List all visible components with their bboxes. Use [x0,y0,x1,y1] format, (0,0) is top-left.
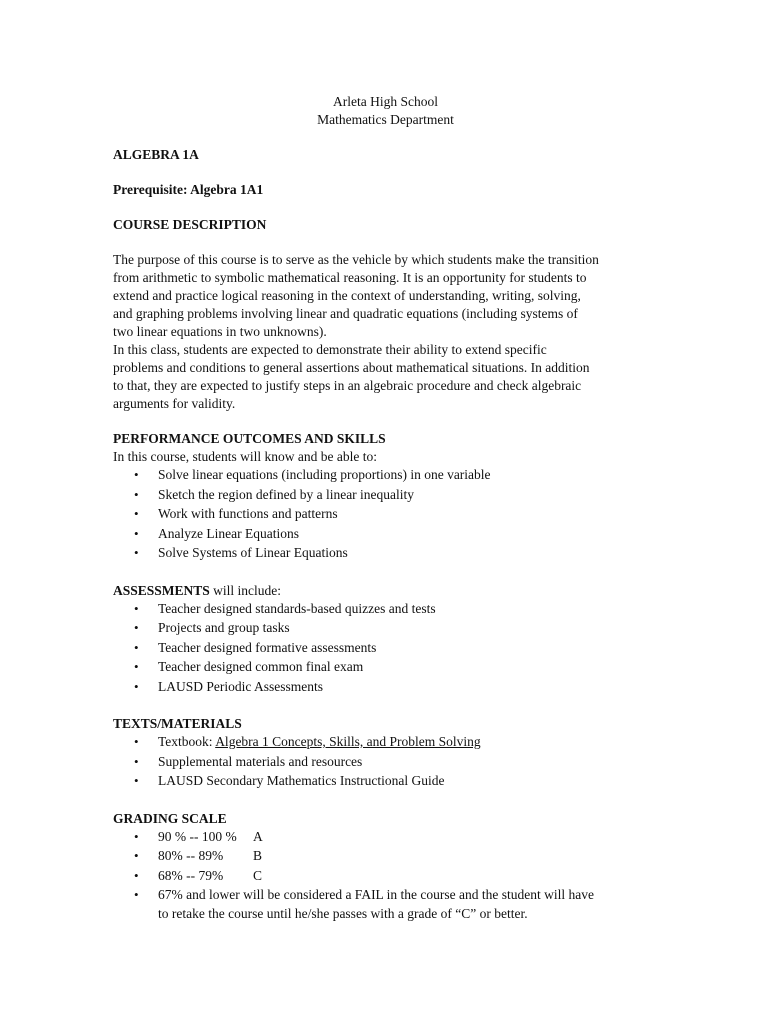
grade-row [113,828,658,847]
fail-line-2: to retake the course until he/she passes with a grade of “C” or better. [158,905,528,921]
grade-row [113,867,658,886]
list-item: • Solve Systems of Linear Equations [113,544,658,563]
bullet-icon: • [134,467,139,482]
bullet-icon: • [134,486,139,502]
bullet-icon: • [134,506,139,521]
list-item: • Teacher designed formative assessments [113,639,658,658]
bullet-icon: • [134,639,139,655]
grade-range: 80% -- 89% [158,848,224,863]
outcomes-heading: PERFORMANCE OUTCOMES AND SKILLS [113,431,386,446]
textbook-title: Algebra 1 Concepts, Skills, and Problem Solving [215,734,481,749]
assessments-list [113,600,658,697]
bullet-icon: • [134,525,139,541]
list-item: • Analyze Linear Equations [113,525,658,544]
grading-heading: GRADING SCALE [113,810,227,826]
bullet-icon: • [134,828,139,844]
description-line: from arithmetic to symbolic mathematical reasoning. It is an opportunity for students to [113,270,587,285]
description-line: arguments for validity. [113,396,236,411]
list-item: • Supplemental materials and resources [113,753,658,772]
school-name: Arleta High School [333,94,438,109]
grade-letter: C [253,867,263,883]
materials-list [113,733,658,791]
fail-policy [113,886,658,923]
bullet-icon: • [134,867,139,883]
fail-line-1: 67% and lower will be considered a FAIL in the course and the student will have [158,887,595,902]
grade-letter: A [253,828,263,844]
bullet-icon: • [134,600,139,616]
description-line: two linear equations in two unknowns). [113,324,327,339]
grade-range: 68% -- 79% [158,867,224,883]
bullet-icon: • [134,659,139,674]
description-line: and graphing problems involving linear and quadratic equations (including systems of [113,306,578,321]
bullet-icon: • [134,887,139,902]
list-item [113,733,658,752]
bullet-icon: • [134,734,139,749]
bullet-icon: • [134,545,139,560]
list-item: • Work with functions and patterns [113,505,658,524]
assessments-heading-line [113,582,658,600]
grade-row [113,847,658,866]
outcomes-list [113,466,658,563]
list-item: • Projects and group tasks [113,619,658,638]
description-line: problems and conditions to general assertions about mathematical situations. In addition [113,360,590,375]
description-line: to that, they are expected to justify steps in an algebraic procedure and check algebraic [113,378,582,393]
document-page [113,93,658,924]
bullet-icon: • [134,678,139,694]
course-description-paragraph-2 [113,341,658,413]
list-item: • Sketch the region defined by a linear inequality [113,486,658,505]
list-item: • LAUSD Periodic Assessments [113,678,658,697]
course-description-heading: COURSE DESCRIPTION [113,217,267,232]
assessments-heading: ASSESSMENTS [113,582,210,598]
materials-heading: TEXTS/MATERIALS [113,716,242,731]
description-line: The purpose of this course is to serve as the vehicle by which students make the transition [113,252,599,267]
description-line: extend and practice logical reasoning in the context of understanding, writing, solving, [113,288,581,303]
department-name: Mathematics Department [317,112,454,127]
prerequisite: Prerequisite: Algebra 1A1 [113,182,264,197]
bullet-icon: • [134,773,139,788]
bullet-icon: • [134,848,139,863]
bullet-icon: • [134,753,139,769]
textbook-label: Textbook: [158,734,216,749]
list-item: • Solve linear equations (including proportions) in one variable [113,466,658,485]
bullet-icon: • [134,620,139,635]
description-line: In this class, students are expected to demonstrate their ability to extend specific [113,342,547,357]
grade-letter: B [253,848,263,863]
grading-list [113,828,658,924]
course-description-paragraph-1 [113,251,658,341]
grade-range: 90 % -- 100 % [158,828,237,844]
assessments-heading-tail: will include: [209,582,282,598]
outcomes-intro: In this course, students will know and be able to: [113,449,377,464]
list-item: • Teacher designed standards-based quizzes and tests [113,600,658,619]
course-title: ALGEBRA 1A [113,147,199,162]
list-item: • Teacher designed common final exam [113,658,658,677]
list-item: • LAUSD Secondary Mathematics Instructional Guide [113,772,658,791]
